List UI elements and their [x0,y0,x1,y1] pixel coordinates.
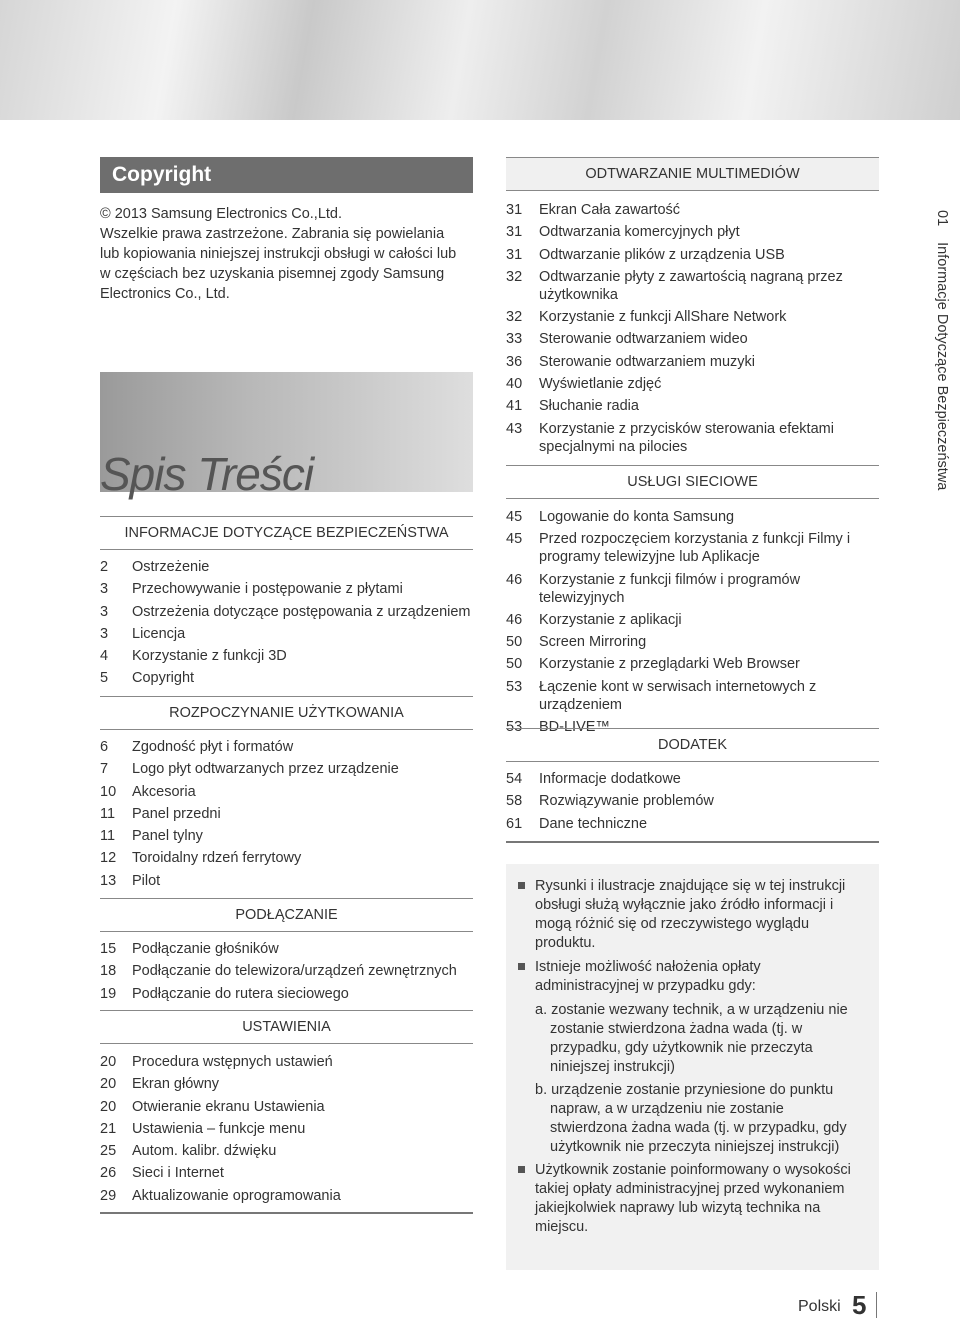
toc-text: Podłączanie do telewizora/urządzeń zewnętrznych [132,963,457,980]
toc-page: 15 [100,941,117,957]
section-bottom-rule [506,841,879,843]
toc-text: Copyright [132,670,195,687]
toc-page: 31 [506,202,523,218]
toc-text: Procedura wstępnych ustawień [132,1054,333,1070]
toc-page: 11 [100,805,116,822]
toc-page: 3 [100,625,109,642]
note-item [518,958,865,996]
toc-text: Łączenie kont w serwisach internetowych z urządzeniem [539,678,817,713]
toc-entry[interactable] [100,940,473,958]
toc-entry[interactable] [506,223,879,241]
toc-text: Logowanie do konta Samsung [539,509,735,525]
copyright-heading: Copyright [100,157,473,193]
toc-page: 41 [506,398,523,415]
toc-text: Informacje dodatkowe [539,771,681,787]
toc-text: Panel tylny [132,828,203,845]
toc-page: 61 [506,815,523,832]
toc-text: Słuchanie radia [539,398,639,415]
toc-entry[interactable] [100,647,473,665]
toc-text: Logo płyt odtwarzanych przez urządzenie [132,761,399,778]
toc-page: 43 [506,420,523,437]
toc-page: 54 [506,771,523,787]
toc-text: Zgodność płyt i formatów [132,739,294,755]
toc-page: 20 [100,1098,117,1115]
toc-page: 3 [100,603,109,620]
section-heading-settings: USTAWIENIA [100,1010,473,1044]
toc-page: 33 [506,331,523,348]
toc-page: 10 [100,783,117,800]
toc-page: 7 [100,761,109,778]
footer-divider [876,1292,877,1318]
toc-page: 11 [100,828,116,845]
copyright-line: w częściach bez uzyskania pisemnej zgody Samsung [100,266,445,282]
toc-page: 46 [506,611,523,628]
toc-text: Otwieranie ekranu Ustawienia [132,1098,325,1115]
toc-entry[interactable] [506,420,879,456]
toc-text: Korzystanie z przeglądarki Web Browser [539,656,800,673]
note-subitem: a. zostanie wezwany technik, a w urządzeniu nie zostanie stwierdzona żadna wada (tj. w przypadku, gdy użytkownik nie przeczyta niniejszej instrukcji) [535,1002,848,1075]
toc-entry[interactable] [506,201,879,219]
toc-text: Screen Mirroring [539,634,647,651]
toc-page: 36 [506,353,523,370]
toc-entry[interactable] [506,815,879,833]
note-item [518,1161,865,1237]
footer-language: Polski [798,1298,841,1315]
toc-list-media-playback [506,201,879,460]
notes-box [506,864,879,1270]
copyright-line: Wszelkie prawa zastrzeżone. Zabrania się powielania [100,226,445,242]
toc-entry[interactable] [506,792,879,810]
toc-entry[interactable] [100,625,473,643]
toc-entry[interactable] [100,783,473,801]
toc-text: Autom. kalibr. dźwięku [132,1143,277,1160]
toc-page: 45 [506,531,523,548]
toc-page: 19 [100,985,117,1002]
toc-entry[interactable] [100,1164,473,1182]
chapter-title: Informacje Dotyczące Bezpieczeństwa [934,242,950,491]
toc-page: 29 [100,1187,117,1204]
toc-page: 50 [506,634,523,651]
toc-page: 12 [100,850,117,867]
toc-text: Ekran główny [132,1076,220,1093]
toc-title: Spis Treści [100,448,314,500]
toc-text: Rozwiązywanie problemów [539,793,714,810]
toc-text: Dane techniczne [539,815,648,832]
copyright-line: lub kopiowania niniejszej instrukcji obsługi w całości lub [100,246,457,262]
toc-text: Licencja [132,625,186,642]
toc-list-connections [100,940,473,1007]
toc-text: Sterowanie odtwarzaniem muzyki [539,353,755,370]
toc-entry[interactable] [506,530,879,566]
toc-entry[interactable] [506,308,879,326]
toc-text: Ostrzeżenia dotyczące postępowania z urządzeniem [132,603,471,620]
section-heading-safety: INFORMACJE DOTYCZĄCE BEZPIECZEŃSTWA [100,516,473,550]
toc-entry[interactable] [506,508,879,526]
toc-text: Korzystanie z funkcji filmów i programów telewizyjnych [539,571,801,606]
square-bullet-icon [518,963,525,970]
toc-page: 31 [506,224,523,241]
toc-text: Sterowanie odtwarzaniem wideo [539,331,748,348]
toc-entry[interactable] [506,571,879,607]
copyright-line: © 2013 Samsung Electronics Co.,Ltd. [100,206,343,222]
toc-page: 5 [100,670,109,687]
toc-text: Korzystanie z funkcji AllShare Network [539,309,787,326]
toc-entry[interactable] [506,678,879,714]
toc-page: 18 [100,963,117,980]
note-item [518,877,865,953]
toc-page: 20 [100,1054,117,1070]
toc-page: 31 [506,246,523,263]
note-subitem: b. urządzenie zostanie przyniesione do punktu napraw, a w urządzeniu nie zostanie stwierdzona żadna wada (tj. w przypadku, gdy użytkownik nie przeczyta niniejszej instrukcji) [535,1082,847,1155]
toc-entry[interactable] [100,1053,473,1071]
toc-text: Odtwarzanie płyty z zawartością nagraną przez użytkownika [539,268,843,303]
toc-entry[interactable] [100,805,473,823]
toc-text: Aktualizowanie oprogramowania [132,1187,341,1204]
note-text: Rysunki i ilustracje znajdujące się w tej instrukcji obsługi służą wyłącznie jako źródło informacji i mogą różnić się od rzeczywistego wyglądu produktu. [535,878,846,951]
toc-entry[interactable] [506,268,879,304]
toc-page: 45 [506,509,523,525]
toc-text: Panel przedni [132,805,221,822]
toc-page: 32 [506,268,523,285]
chapter-number: 01 [934,210,950,227]
section-heading-getting-started: ROZPOCZYNANIE UŻYTKOWANIA [100,696,473,730]
toc-entry[interactable] [100,872,473,890]
toc-list-getting-started [100,738,473,894]
toc-page: 50 [506,656,523,673]
toc-entry[interactable] [506,353,879,371]
toc-entry[interactable] [506,633,879,651]
toc-page: 40 [506,376,523,393]
section-heading-connections: PODŁĄCZANIE [100,898,473,932]
toc-page: 58 [506,793,523,810]
toc-page: 25 [100,1143,117,1160]
toc-text: Ekran Cała zawartość [539,202,681,218]
toc-page: 13 [100,872,117,889]
toc-text: Ustawienia – funkcje menu [132,1120,306,1137]
toc-entry[interactable] [100,558,473,576]
toc-text: BD-LIVE™ [539,719,610,736]
toc-entry[interactable] [506,770,879,788]
toc-text: Pilot [132,872,161,889]
toc-entry[interactable] [100,1075,473,1093]
header-gradient-band [0,0,960,120]
toc-entry[interactable] [506,246,879,264]
toc-text: Odtwarzanie plików z urządzenia USB [539,246,785,263]
square-bullet-icon [518,882,525,889]
toc-list-settings [100,1053,473,1209]
copyright-line: Electronics Co., Ltd. [100,286,230,302]
toc-page: 6 [100,739,109,755]
toc-list-safety [100,558,473,692]
toc-text: Podłączanie do rutera sieciowego [132,985,349,1002]
toc-text: Podłączanie głośników [132,941,279,957]
toc-page: 3 [100,581,109,598]
toc-entry[interactable] [100,738,473,756]
toc-entry[interactable] [506,611,879,629]
toc-page: 53 [506,719,523,736]
copyright-text [100,204,473,304]
toc-entry[interactable] [100,603,473,621]
chapter-side-label [934,210,950,490]
toc-list-network-services [506,508,879,740]
toc-entry[interactable] [100,1120,473,1138]
toc-text: Wyświetlanie zdjęć [539,376,662,393]
toc-text: Korzystanie z aplikacji [539,611,682,628]
section-heading-appendix: DODATEK [506,728,879,762]
toc-page: 46 [506,571,523,588]
toc-entry[interactable] [100,849,473,867]
toc-entry[interactable] [100,985,473,1003]
toc-entry[interactable] [100,580,473,598]
toc-page: 2 [100,559,109,575]
toc-list-appendix [506,770,879,837]
toc-page: 21 [100,1120,117,1137]
section-heading-network-services: USŁUGI SIECIOWE [506,465,879,499]
toc-text: Odtwarzania komercyjnych płyt [539,224,740,241]
toc-page: 20 [100,1076,117,1093]
toc-entry[interactable] [506,330,879,348]
toc-text: Akcesoria [132,783,196,800]
note-text: Istnieje możliwość nałożenia opłaty administracyjnej w przypadku gdy: [535,959,761,994]
toc-text: Toroidalny rdzeń ferrytowy [132,850,302,867]
toc-entry[interactable] [100,1187,473,1205]
toc-text: Przechowywanie i postępowanie z płytami [132,581,403,598]
toc-entry[interactable] [506,655,879,673]
section-bottom-rule [100,1212,473,1214]
toc-page: 4 [100,648,109,665]
toc-text: Korzystanie z przycisków sterowania efektami specjalnymi na pilocies [539,420,834,455]
toc-page: 26 [100,1165,117,1182]
toc-entry[interactable] [100,760,473,778]
section-heading-media-playback: ODTWARZANIE MULTIMEDIÓW [506,157,879,191]
note-text: Użytkownik zostanie poinformowany o wysokości takiej opłaty administracyjnej przed wykonaniem jakiejkolwiek naprawy lub wizytą technika na miejscu. [535,1162,851,1235]
toc-entry[interactable] [506,375,879,393]
toc-entry[interactable] [100,669,473,687]
toc-entry[interactable] [100,827,473,845]
toc-page: 32 [506,309,523,326]
toc-page: 53 [506,678,523,695]
toc-entry[interactable] [100,1142,473,1160]
toc-entry[interactable] [100,1098,473,1116]
toc-text: Korzystanie z funkcji 3D [132,648,287,665]
square-bullet-icon [518,1166,525,1173]
toc-entry[interactable] [100,962,473,980]
toc-text: Sieci i Internet [132,1165,224,1182]
toc-text: Ostrzeżenie [132,559,210,575]
footer-page-number: 5 [852,1290,867,1320]
toc-entry[interactable] [506,397,879,415]
toc-text: Przed rozpoczęciem korzystania z funkcji Filmy i programy telewizyjne lub Aplikacje [539,531,851,566]
